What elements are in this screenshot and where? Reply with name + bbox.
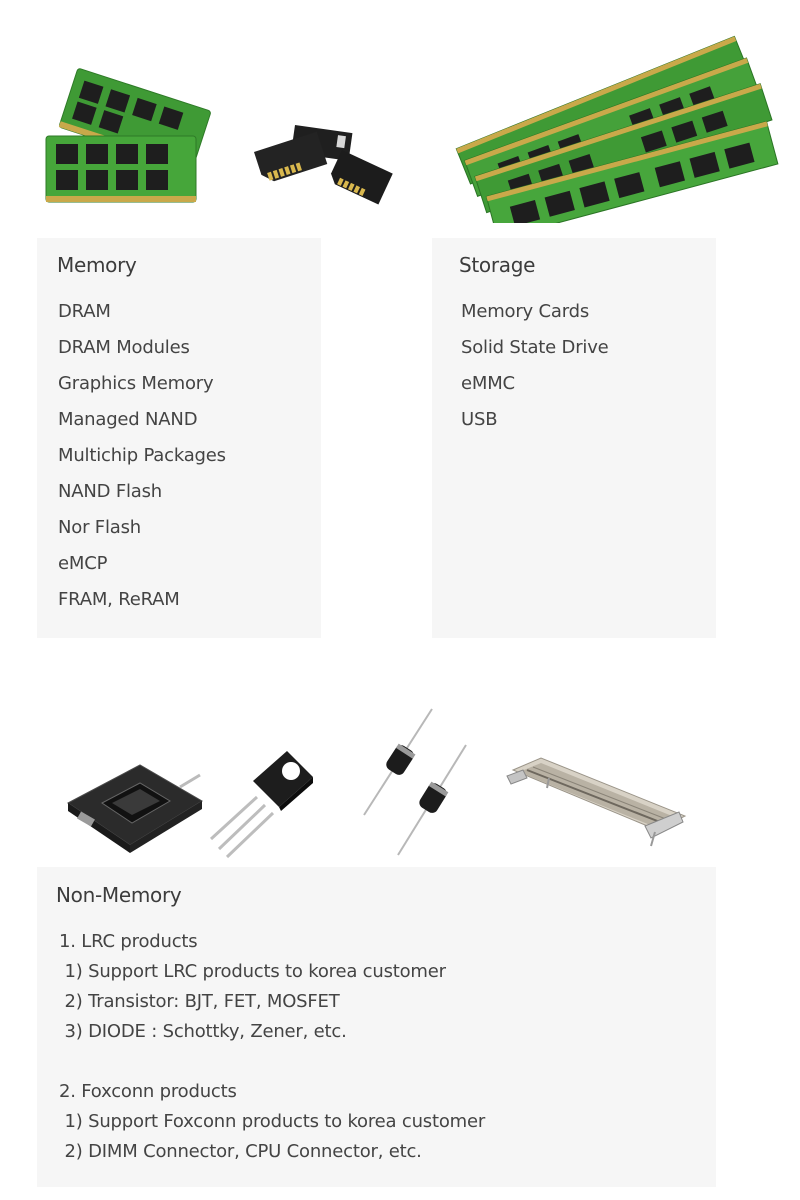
- memory-item: DRAM: [58, 301, 111, 322]
- non-memory-line: 1. LRC products: [59, 931, 198, 952]
- memory-item: Graphics Memory: [58, 373, 214, 394]
- non-memory-line: 1) Support LRC products to korea customer: [59, 961, 446, 982]
- memory-panel: [37, 238, 321, 638]
- cpu-socket-icon: [62, 745, 207, 855]
- storage-item: Memory Cards: [461, 301, 590, 322]
- memory-item: Nor Flash: [58, 517, 141, 538]
- memory-item: NAND Flash: [58, 481, 162, 502]
- dimm-connector-icon: [505, 748, 690, 848]
- memory-item: FRAM, ReRAM: [58, 589, 180, 610]
- storage-title: Storage: [459, 253, 536, 277]
- non-memory-line: 2) DIMM Connector, CPU Connector, etc.: [59, 1141, 422, 1162]
- transistor-icon: [205, 745, 320, 860]
- memory-title: Memory: [57, 253, 137, 277]
- memory-item: Multichip Packages: [58, 445, 226, 466]
- non-memory-title: Non-Memory: [56, 883, 182, 907]
- non-memory-line: 3) DIODE : Schottky, Zener, etc.: [59, 1021, 347, 1042]
- storage-item: Solid State Drive: [461, 337, 609, 358]
- non-memory-line: 2) Transistor: BJT, FET, MOSFET: [59, 991, 340, 1012]
- non-memory-line: 2. Foxconn products: [59, 1081, 237, 1102]
- non-memory-panel: [37, 867, 716, 1187]
- storage-panel: [432, 238, 716, 638]
- diode-icon: [360, 705, 470, 860]
- memory-item: eMCP: [58, 553, 108, 574]
- memory-item: Managed NAND: [58, 409, 198, 430]
- sd-cards-icon: [250, 120, 410, 205]
- storage-item: USB: [461, 409, 498, 430]
- sodimm-modules-icon: [40, 60, 225, 210]
- non-memory-line: 1) Support Foxconn products to korea customer: [59, 1111, 486, 1132]
- dimm-modules-icon: [450, 28, 780, 223]
- storage-item: eMMC: [461, 373, 515, 394]
- memory-item: DRAM Modules: [58, 337, 190, 358]
